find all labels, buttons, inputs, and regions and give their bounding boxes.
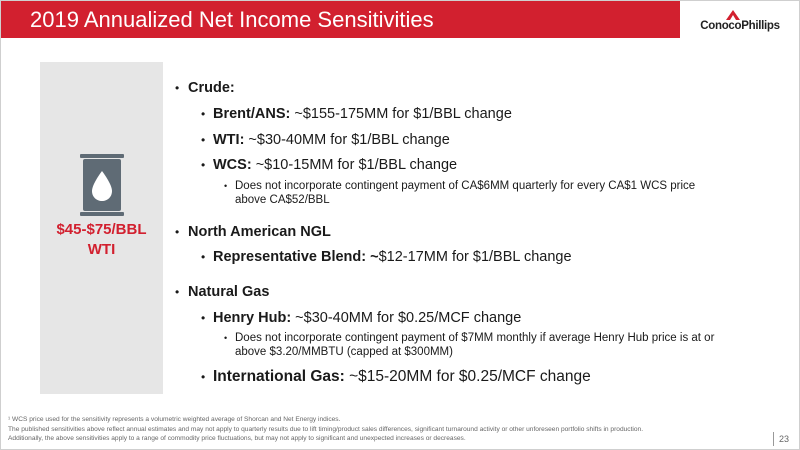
bullet-wcs-note: • bbox=[224, 181, 228, 191]
wcs-item bbox=[213, 157, 457, 173]
international-label: International Gas: bbox=[213, 368, 345, 385]
wcs-note bbox=[235, 179, 695, 207]
bullet-blend: • bbox=[201, 250, 206, 264]
footnote-1: ¹ WCS price used for the sensitivity represents a volumetric weighted average of Shorcan and Net Energy indices. bbox=[8, 416, 341, 423]
price-panel bbox=[40, 62, 163, 394]
blend-label: Representative Blend: ~ bbox=[213, 249, 379, 265]
brent-label: Brent/ANS: bbox=[213, 106, 291, 122]
international-item bbox=[213, 368, 591, 386]
wcs-note-line-2: above CA$52/BBL bbox=[235, 194, 330, 206]
title-bar bbox=[0, 0, 680, 38]
henry-item bbox=[213, 310, 521, 326]
price-range: $45-$75/BBL bbox=[56, 221, 147, 238]
blend-item bbox=[213, 249, 572, 265]
henry-label: Henry Hub: bbox=[213, 310, 292, 326]
blend-value: $12-17MM for $1/BBL change bbox=[378, 249, 572, 265]
wti-item bbox=[213, 132, 450, 148]
wcs-label: WCS: bbox=[213, 157, 252, 173]
footnote-3: Additionally, the above sensitivities apply to a range of commodity price fluctuations, but may not apply to significant and unexpected increases or decreases. bbox=[8, 435, 466, 443]
ngl-heading: North American NGL bbox=[188, 224, 331, 240]
oil-barrel-icon bbox=[78, 154, 126, 216]
page-number-divider bbox=[773, 432, 774, 446]
footnotes bbox=[8, 415, 738, 444]
bullet-henry: • bbox=[201, 311, 206, 325]
bullet-wcs: • bbox=[201, 158, 206, 172]
logo-text: ConocoPhillips bbox=[700, 20, 780, 32]
henry-note bbox=[235, 331, 714, 359]
bullet-henry-note: • bbox=[224, 333, 228, 343]
international-value: ~$15-20MM for $0.25/MCF change bbox=[344, 368, 591, 385]
page-number: 23 bbox=[779, 434, 790, 444]
bullet-ngl: • bbox=[175, 225, 180, 239]
wcs-note-line-1: Does not incorporate contingent payment of CA$6MM quarterly for every CA$1 WCS price bbox=[235, 180, 696, 192]
price-range-label bbox=[40, 220, 163, 260]
gas-heading: Natural Gas bbox=[188, 284, 270, 300]
brent-value: ~$155-175MM for $1/BBL change bbox=[290, 106, 512, 122]
bullet-brent: • bbox=[201, 107, 206, 121]
wcs-value: ~$10-15MM for $1/BBL change bbox=[251, 157, 458, 173]
bullet-gas: • bbox=[175, 285, 180, 299]
henry-note-line-1: Does not incorporate contingent payment of $7MM monthly if average Henry Hub price is at or bbox=[235, 332, 715, 344]
henry-value: ~$30-40MM for $0.25/MCF change bbox=[291, 310, 522, 326]
crude-heading: Crude: bbox=[188, 80, 235, 96]
bullet-crude: • bbox=[175, 81, 180, 95]
footnote-2: The published sensitivities above reflect annual estimates and may not apply to quarterly results due to lift timing/product sales differences, significant turnaround activity or other unforeseen portfolio shifts in production. bbox=[8, 425, 644, 433]
slide-title: 2019 Annualized Net Income Sensitivities bbox=[30, 7, 434, 32]
wti-value: ~$30-40MM for $1/BBL change bbox=[244, 132, 450, 148]
brent-item bbox=[213, 106, 512, 122]
bullet-wti: • bbox=[201, 133, 206, 147]
wti-label: WTI: bbox=[213, 132, 245, 148]
henry-note-line-2: above $3.20/MMBTU (capped at $300MM) bbox=[235, 346, 453, 358]
price-benchmark: WTI bbox=[87, 241, 116, 258]
bullet-international: • bbox=[201, 370, 206, 384]
logo-mark-icon bbox=[726, 10, 740, 20]
company-logo bbox=[688, 10, 792, 34]
